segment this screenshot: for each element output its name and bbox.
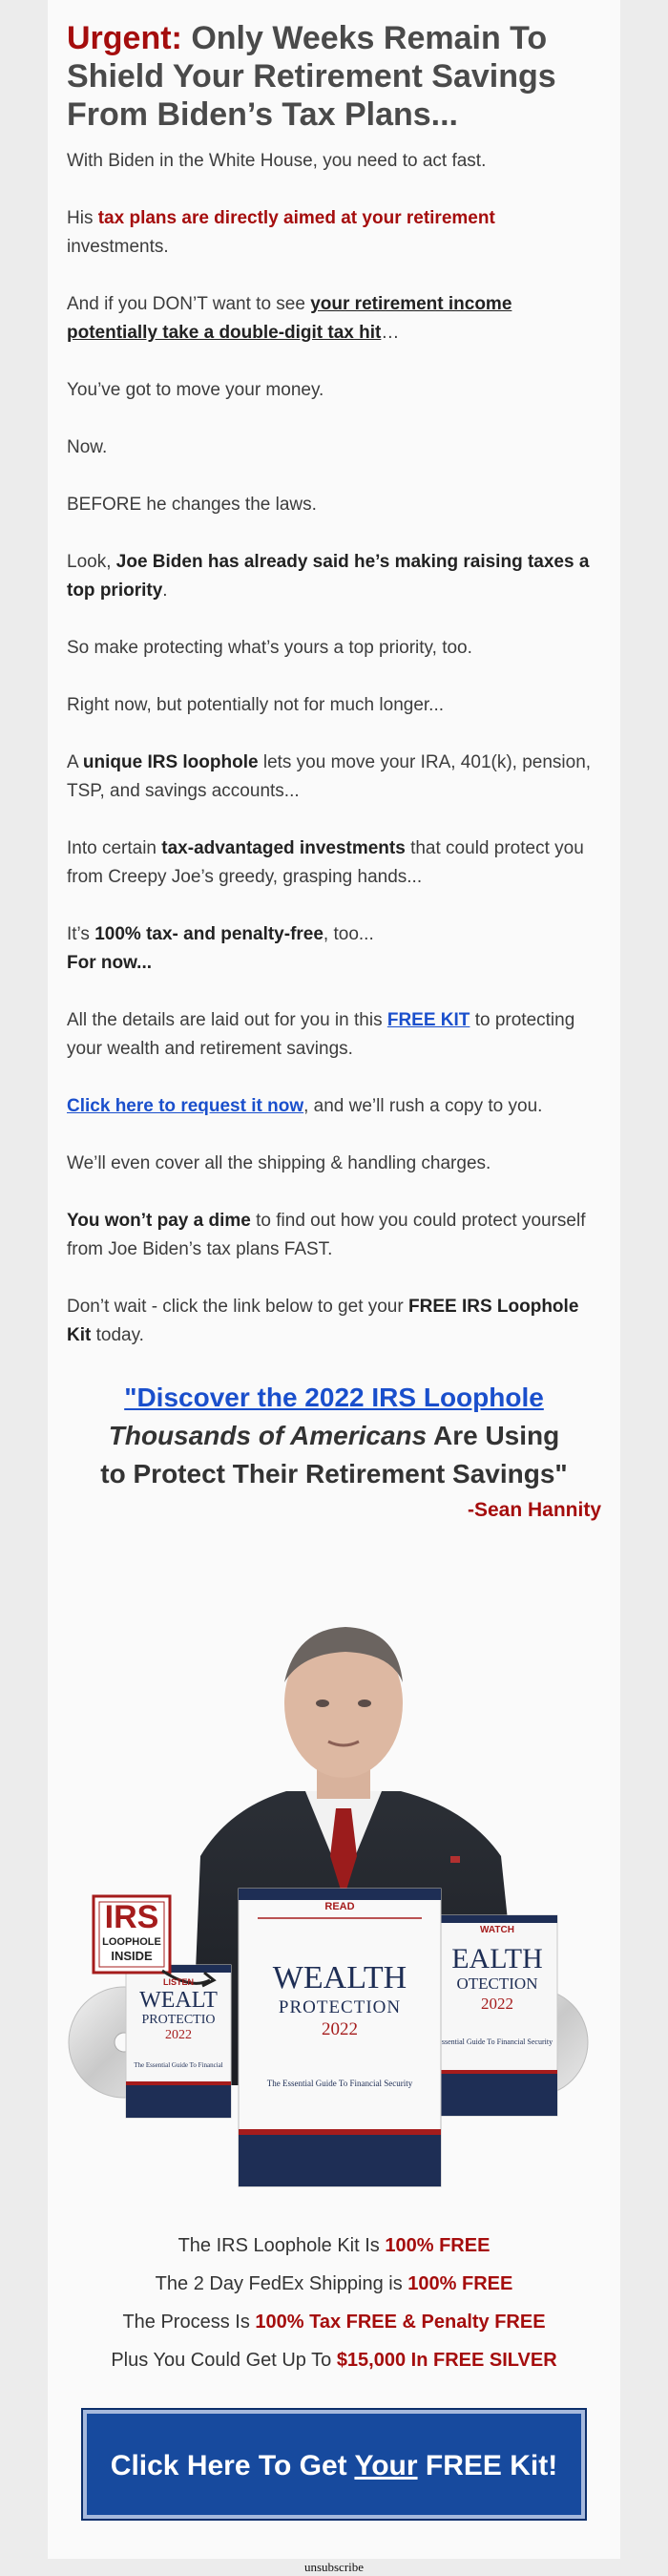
text: Plus You Could Get Up To [111, 2350, 337, 2371]
paragraph [67, 376, 601, 405]
text-emphasis: tax-advantaged investments [161, 838, 406, 858]
paragraph [67, 491, 601, 519]
paragraph [67, 691, 601, 720]
book-year: 2022 [165, 2028, 192, 2042]
text: With Biden in the White House, you need to act fast. [67, 151, 487, 171]
cta-text: FREE Kit! [417, 2450, 558, 2481]
cta-text: Click Here To Get [110, 2450, 355, 2481]
text: Now. [67, 437, 108, 457]
product-illustration [67, 1570, 601, 2219]
book-year: 2022 [322, 2019, 358, 2039]
text: . [162, 581, 168, 601]
quote-line: to Protect Their Retirement Savings" [100, 1459, 568, 1489]
text-emphasis: 100% FREE [385, 2235, 491, 2256]
paragraph [67, 1006, 601, 1064]
text: to find out how you could protect yourself from Joe Biden’s tax plans FAST. [67, 1211, 586, 1259]
text-emphasis: unique IRS loophole [82, 752, 259, 772]
product-hero-image[interactable] [67, 1570, 601, 2219]
text: Look, [67, 552, 116, 572]
badge-line: LOOPHOLE [102, 1936, 161, 1948]
text: All the details are laid out for you in this [67, 1010, 387, 1030]
book-subtitle: PROTECTIO [141, 2013, 216, 2027]
text: , and we’ll rush a copy to you. [303, 1096, 543, 1116]
book-subtitle: OTECTION [456, 1974, 538, 1993]
book-subtitle: PROTECTION [278, 1997, 402, 2017]
paragraph [67, 204, 601, 262]
paragraph [67, 834, 601, 892]
quote-text: Are Using [427, 1421, 560, 1450]
free-kit-link[interactable]: FREE KIT [386, 1010, 470, 1030]
text: It’s [67, 924, 95, 944]
paragraph [67, 147, 601, 176]
unsubscribe-link[interactable]: unsubscribe [303, 2560, 365, 2574]
paragraph [67, 634, 601, 663]
text: investments. [67, 237, 169, 257]
text-emphasis: $15,000 In FREE SILVER [336, 2350, 557, 2371]
text: His [67, 208, 98, 228]
quote-block [67, 1379, 601, 1526]
text: today. [91, 1325, 144, 1345]
book-label: WATCH [480, 1925, 514, 1935]
quote-line [67, 1417, 601, 1455]
text: … [381, 323, 400, 343]
book-footer: The Essential Guide To Financial [134, 2061, 223, 2069]
paragraph [67, 433, 601, 462]
text-emphasis: For now... [67, 953, 153, 973]
text-emphasis: 100% Tax FREE & Penalty FREE [255, 2312, 546, 2333]
paragraph [67, 1150, 601, 1178]
cta-text-underlined: Your [354, 2450, 418, 2481]
paragraph [67, 1207, 601, 1264]
benefit-item [67, 2341, 601, 2379]
paragraph [67, 548, 601, 605]
text: Right now, but potentially not for much longer... [67, 695, 445, 715]
text-emphasis: Joe Biden has already said he’s making raising taxes a top priority [67, 552, 590, 601]
text: BEFORE he changes the laws. [67, 495, 317, 515]
book-title: WEALT [139, 1988, 218, 2013]
headline-urgent: Urgent: [67, 20, 182, 56]
paragraph [67, 290, 601, 348]
email-card [48, 0, 620, 2559]
book-footer: ssential Guide To Financial Security [441, 2038, 553, 2046]
text: The Process Is [122, 2312, 256, 2333]
book-title: WEALTH [272, 1960, 407, 1995]
badge-title: IRS [104, 1899, 159, 1935]
text: We’ll even cover all the shipping & handling charges. [67, 1153, 491, 1173]
book-label: LISTEN [162, 1977, 194, 1987]
text: A [67, 752, 83, 772]
irs-badge [94, 1896, 170, 1963]
book-main [239, 1900, 441, 2089]
text: The 2 Day FedEx Shipping is [155, 2273, 408, 2294]
text: You’ve got to move your money. [67, 380, 324, 400]
text-emphasis: 100% FREE [407, 2273, 513, 2294]
benefits-list [67, 2227, 601, 2379]
text: , too... [323, 924, 374, 944]
book-year: 2022 [481, 1995, 513, 2013]
paragraph [67, 1293, 601, 1350]
get-free-kit-button[interactable] [81, 2408, 587, 2521]
benefit-item [67, 2303, 601, 2341]
request-now-link[interactable]: Click here to request it now [67, 1096, 304, 1116]
text: lets you move your IRA, 401(k), pension, TSP, and savings accounts... [67, 752, 592, 801]
text-emphasis: your retirement income potentially take a double-digit tax hit [67, 294, 512, 343]
quote-italic: Thousands of Americans [108, 1421, 428, 1450]
quote-link[interactable]: "Discover the 2022 IRS Loophole [124, 1383, 544, 1412]
text-emphasis: FREE IRS Loophole Kit [67, 1297, 579, 1345]
book-title: EALTH [451, 1943, 543, 1974]
text: So make protecting what’s yours a top priority, too. [67, 638, 472, 658]
text-emphasis: tax plans are directly aimed at your retirement [97, 208, 495, 228]
text-emphasis: You won’t pay a dime [67, 1211, 251, 1231]
badge-line: INSIDE [111, 1949, 153, 1963]
text: The IRS Loophole Kit Is [177, 2235, 386, 2256]
text-emphasis: 100% tax- and penalty-free [94, 924, 324, 944]
headline-text: Only Weeks Remain To Shield Your Retirement Savings From Biden’s Tax Plans... [67, 20, 556, 133]
paragraph [67, 920, 601, 978]
text: that could protect you from Creepy Joe’s greedy, grasping hands... [67, 838, 584, 887]
book-footer: The Essential Guide To Financial Security [266, 2079, 413, 2088]
quote-attribution: -Sean Hannity [467, 1499, 601, 1521]
headline [67, 19, 601, 134]
text: And if you DON’T want to see [67, 294, 311, 314]
book-label: READ [324, 1901, 355, 1912]
paragraph [67, 1092, 601, 1121]
book-left [126, 1973, 231, 2070]
benefit-item [67, 2227, 601, 2265]
book-right [437, 1923, 557, 2047]
text: to protecting your wealth and retirement savings. [67, 1010, 575, 1059]
text: Into certain [67, 838, 162, 858]
benefit-item [67, 2265, 601, 2303]
paragraph [67, 749, 601, 806]
text: Don’t wait - click the link below to get your [67, 1297, 408, 1317]
